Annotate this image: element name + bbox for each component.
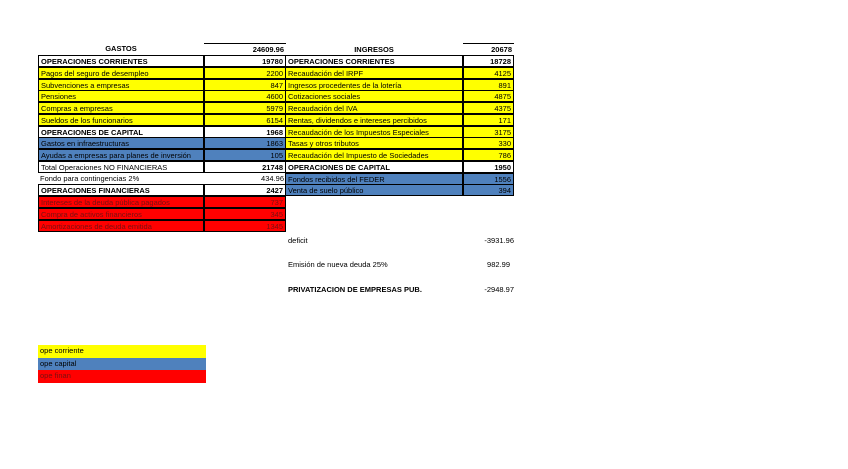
summary-emision-value: 982.99 (487, 260, 510, 269)
gastos-row (38, 55, 286, 67)
ingresos-row-label: Recaudación del Impuesto de Sociedades (285, 149, 463, 161)
ingresos-row (285, 55, 514, 67)
gastos-row (38, 220, 286, 232)
gastos-row (38, 137, 286, 149)
gastos-row-value: 847 (204, 79, 286, 91)
gastos-row (38, 149, 286, 161)
ingresos-row-value: 891 (463, 79, 514, 91)
gastos-row (38, 161, 286, 173)
ingresos-row-label: Recaudación de los Impuestos Especiales (285, 126, 463, 138)
ingresos-row (285, 79, 514, 91)
gastos-row-label: Intereses de la deuda pública pagados (38, 196, 204, 208)
ingresos-row (285, 102, 514, 114)
legend-item: ope corriente (38, 345, 206, 358)
ingresos-row (285, 114, 514, 126)
ingresos-row-label: Recaudación del IRPF (285, 67, 463, 79)
gastos-header-row (38, 43, 286, 55)
summary-deficit-label: deficit (288, 236, 308, 245)
ingresos-row-value: 171 (463, 114, 514, 126)
gastos-row-label: Compra de activos financieros (38, 208, 204, 220)
gastos-row-value: 2427 (204, 184, 286, 196)
gastos-row (38, 126, 286, 138)
ingresos-row-value: 18728 (463, 55, 514, 67)
ingresos-row (285, 161, 514, 173)
gastos-row (38, 196, 286, 208)
gastos-row-value: 5979 (204, 102, 286, 114)
ingresos-row-value: 394 (463, 184, 514, 196)
ingresos-row-value: 1556 (463, 173, 514, 185)
gastos-row-label: Gastos en infraestructuras (38, 137, 204, 149)
gastos-row-label: Amortizaciones de deuda emitida (38, 220, 204, 232)
ingresos-row-value: 3175 (463, 126, 514, 138)
gastos-row-value: 434.96 (204, 173, 286, 185)
gastos-row-value: 19780 (204, 55, 286, 67)
ingresos-row (285, 173, 514, 185)
ingresos-row-label: Ingresos procedentes de la lotería (285, 79, 463, 91)
gastos-row-label: OPERACIONES DE CAPITAL (38, 126, 204, 138)
gastos-row-label: Pensiones (38, 90, 204, 102)
ingresos-row-label: OPERACIONES CORRIENTES (285, 55, 463, 67)
gastos-row (38, 102, 286, 114)
gastos-row-label: Pagos del seguro de desempleo (38, 67, 204, 79)
ingresos-row-value: 786 (463, 149, 514, 161)
gastos-row (38, 90, 286, 102)
gastos-row-label: Compras a empresas (38, 102, 204, 114)
ingresos-row (285, 67, 514, 79)
ingresos-row (285, 90, 514, 102)
ingresos-row-value: 4875 (463, 90, 514, 102)
gastos-row-label: OPERACIONES CORRIENTES (38, 55, 204, 67)
legend-item: ope capital (38, 358, 206, 371)
ingresos-row (285, 126, 514, 138)
gastos-row-value: 4600 (204, 90, 286, 102)
ingresos-row-value: 1950 (463, 161, 514, 173)
gastos-row (38, 114, 286, 126)
gastos-row-value: 21748 (204, 161, 286, 173)
ingresos-row-label: Fondos recibidos del FEDER (285, 173, 463, 185)
ingresos-row (285, 149, 514, 161)
ingresos-title: INGRESOS (354, 45, 394, 54)
ingresos-row-value: 4125 (463, 67, 514, 79)
gastos-row-label: Fondo para contingencias 2% (38, 173, 204, 185)
gastos-row-label: Ayudas a empresas para planes de inversión (38, 149, 204, 161)
summary-deficit-value: -3931.96 (484, 236, 514, 245)
ingresos-header-row (285, 43, 514, 55)
ingresos-row (285, 137, 514, 149)
ingresos-total: 20678 (463, 43, 514, 55)
summary-privatizacion-value: -2948.97 (484, 285, 514, 294)
gastos-row (38, 67, 286, 79)
gastos-row (38, 79, 286, 91)
gastos-row-value: 345 (204, 208, 286, 220)
ingresos-row-label: Rentas, dividendos e intereses percibidos (285, 114, 463, 126)
ingresos-row-label: Recaudación del IVA (285, 102, 463, 114)
gastos-row (38, 208, 286, 220)
ingresos-row-label: Tasas y otros tributos (285, 137, 463, 149)
gastos-row-value: 1345 (204, 220, 286, 232)
ingresos-row-label: Venta de suelo público (285, 184, 463, 196)
summary-emision-label: Emisión de nueva deuda 25% (288, 260, 388, 269)
gastos-row-label: Subvenciones a empresas (38, 79, 204, 91)
gastos-title: GASTOS (105, 44, 137, 53)
gastos-row-label: Sueldos de los funcionarios (38, 114, 204, 126)
gastos-row-value: 105 (204, 149, 286, 161)
ingresos-row (285, 184, 514, 196)
ingresos-row-value: 330 (463, 137, 514, 149)
gastos-row (38, 173, 286, 185)
gastos-row-label: Total Operaciones NO FINANCIERAS (38, 161, 204, 173)
gastos-row-value: 1863 (204, 137, 286, 149)
gastos-total: 24609.96 (204, 43, 286, 55)
gastos-row-value: 2200 (204, 67, 286, 79)
legend-item: ope finan (38, 370, 206, 383)
ingresos-row-value: 4375 (463, 102, 514, 114)
summary-privatizacion-label: PRIVATIZACION DE EMPRESAS PUB. (288, 285, 422, 294)
gastos-row-value: 6154 (204, 114, 286, 126)
ingresos-row-label: Cotizaciones sociales (285, 90, 463, 102)
ingresos-row-label: OPERACIONES DE CAPITAL (285, 161, 463, 173)
gastos-row-value: 1968 (204, 126, 286, 138)
gastos-row-label: OPERACIONES FINANCIERAS (38, 184, 204, 196)
gastos-row-value: 737 (204, 196, 286, 208)
gastos-row (38, 184, 286, 196)
